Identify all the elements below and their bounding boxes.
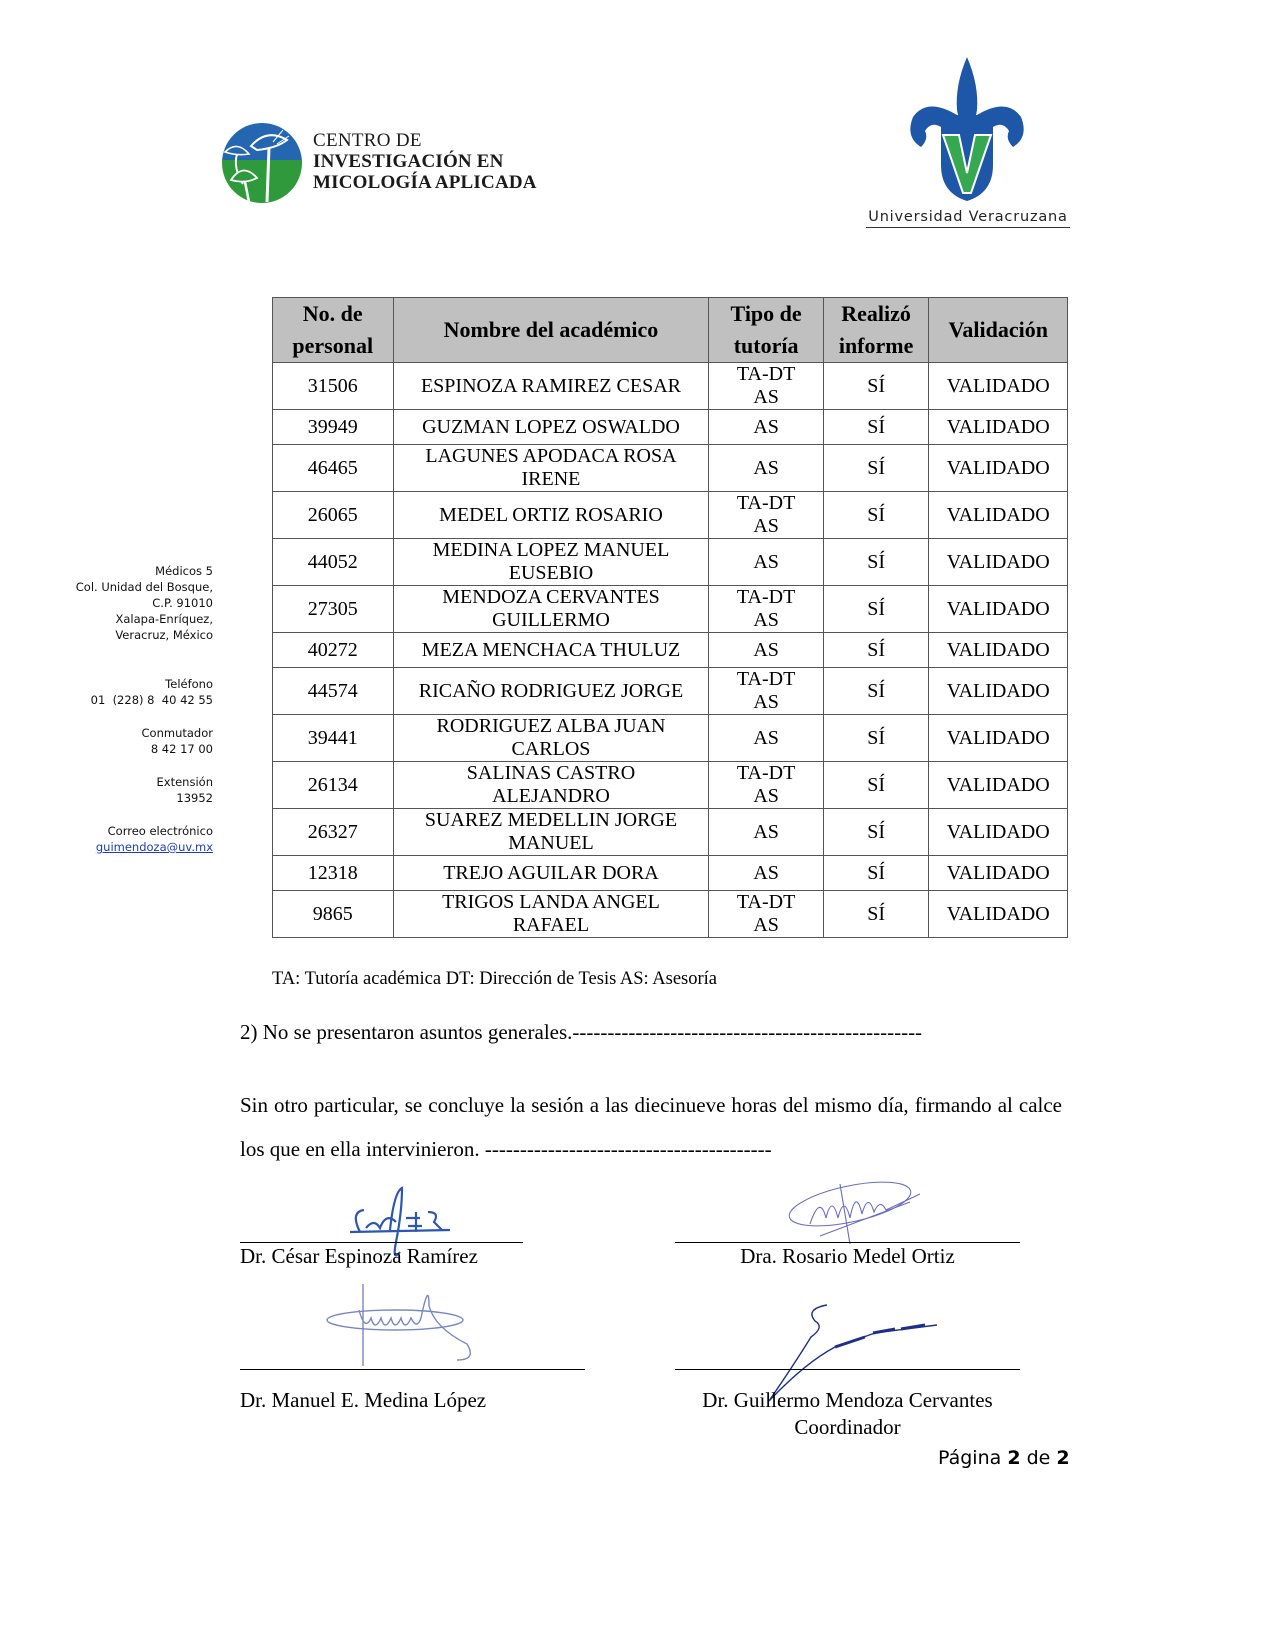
phone-block: [40, 676, 213, 708]
phone-value: 01 (228) 8 40 42 55: [90, 693, 213, 707]
cell-informe: SÍ: [823, 586, 929, 633]
signature-line: [240, 1242, 523, 1243]
cell-no-personal: 12318: [273, 856, 394, 891]
cima-line1: CENTRO DE: [313, 130, 422, 151]
switchboard-block: [40, 725, 213, 757]
signature-scribble-2: [780, 1174, 930, 1249]
cell-nombre: GUZMAN LOPEZ OSWALDO: [393, 410, 709, 445]
cima-line3: MICOLOGÍA APLICADA: [313, 172, 537, 193]
header-informe: Realizó informe: [823, 298, 929, 363]
cell-tipo: TA-DT AS: [709, 586, 823, 633]
table-row: [273, 586, 1068, 633]
cell-validacion: VALIDADO: [929, 586, 1068, 633]
cell-nombre: MEZA MENCHACA THULUZ: [393, 633, 709, 668]
cell-nombre: MENDOZA CERVANTES GUILLERMO: [393, 586, 709, 633]
extension-block: [40, 774, 213, 806]
table-row: [273, 410, 1068, 445]
table-row: [273, 809, 1068, 856]
cell-no-personal: 26134: [273, 762, 394, 809]
cell-informe: SÍ: [823, 762, 929, 809]
cell-no-personal: 44574: [273, 668, 394, 715]
extension-label: Extensión: [156, 775, 213, 789]
cell-validacion: VALIDADO: [929, 715, 1068, 762]
cell-validacion: VALIDADO: [929, 633, 1068, 668]
signature-line: [675, 1369, 1020, 1370]
cell-informe: SÍ: [823, 363, 929, 410]
cell-no-personal: 26065: [273, 492, 394, 539]
cima-logo: [221, 120, 551, 205]
cell-validacion: VALIDADO: [929, 445, 1068, 492]
cell-tipo: TA-DT AS: [709, 891, 823, 938]
cell-validacion: VALIDADO: [929, 891, 1068, 938]
cell-tipo: TA-DT AS: [709, 762, 823, 809]
fleur-de-lis-icon: [907, 55, 1027, 205]
cell-nombre: TREJO AGUILAR DORA: [393, 856, 709, 891]
switchboard-value: 8 42 17 00: [150, 742, 213, 756]
cell-validacion: VALIDADO: [929, 492, 1068, 539]
closing-paragraph: Sin otro particular, se concluye la sesión a las diecinueve horas del mismo día, firmando al calce los que en ella intervinieron. -----------------------------------------: [240, 1093, 1062, 1161]
cell-informe: SÍ: [823, 539, 929, 586]
page-sep: de: [1026, 1447, 1051, 1469]
cell-nombre: RICAÑO RODRIGUEZ JORGE: [393, 668, 709, 715]
address-line: Col. Unidad del Bosque,: [75, 580, 213, 594]
address-line: Xalapa-Enríquez,: [115, 612, 213, 626]
header-no-personal: No. de personal: [273, 298, 394, 363]
page-prefix: Página: [938, 1447, 1002, 1469]
cell-tipo: AS: [709, 410, 823, 445]
cell-tipo: AS: [709, 809, 823, 856]
cima-line2: INVESTIGACIÓN EN: [313, 151, 504, 172]
cell-no-personal: 40272: [273, 633, 394, 668]
cell-nombre: SUAREZ MEDELLIN JORGE MANUEL: [393, 809, 709, 856]
cell-validacion: VALIDADO: [929, 856, 1068, 891]
table-header-row: [273, 298, 1068, 363]
page-current: 2: [1007, 1447, 1021, 1469]
cell-no-personal: 46465: [273, 445, 394, 492]
cell-no-personal: 31506: [273, 363, 394, 410]
uv-name: Universidad Veracruzana: [866, 209, 1070, 228]
cell-tipo: AS: [709, 856, 823, 891]
cell-informe: SÍ: [823, 809, 929, 856]
cell-nombre: ESPINOZA RAMIREZ CESAR: [393, 363, 709, 410]
email-label: Correo electrónico: [107, 824, 213, 838]
table-row: [273, 762, 1068, 809]
cell-informe: SÍ: [823, 633, 929, 668]
table-row: [273, 715, 1068, 762]
cell-informe: SÍ: [823, 492, 929, 539]
table-row: [273, 891, 1068, 938]
signature-line: [240, 1369, 585, 1370]
table-row: [273, 445, 1068, 492]
switchboard-label: Conmutador: [141, 726, 213, 740]
table-legend: TA: Tutoría académica DT: Dirección de Tesis AS: Asesoría: [272, 969, 718, 989]
table-row: [273, 633, 1068, 668]
phone-label: Teléfono: [165, 677, 213, 691]
extension-value: 13952: [176, 791, 213, 805]
header-tipo: Tipo de tutoría: [709, 298, 823, 363]
signer-role: Coordinador: [794, 1415, 901, 1439]
address-line: Veracruz, México: [115, 628, 213, 642]
cell-validacion: VALIDADO: [929, 363, 1068, 410]
cell-no-personal: 26327: [273, 809, 394, 856]
cell-informe: SÍ: [823, 668, 929, 715]
cell-no-personal: 44052: [273, 539, 394, 586]
cell-tipo: TA-DT AS: [709, 363, 823, 410]
table-row: [273, 539, 1068, 586]
cell-nombre: SALINAS CASTRO ALEJANDRO: [393, 762, 709, 809]
cell-validacion: VALIDADO: [929, 809, 1068, 856]
cell-nombre: MEDINA LOPEZ MANUEL EUSEBIO: [393, 539, 709, 586]
cell-no-personal: 39441: [273, 715, 394, 762]
cell-no-personal: 39949: [273, 410, 394, 445]
signer-name: Dr. Guillermo Mendoza Cervantes: [702, 1388, 993, 1412]
cell-validacion: VALIDADO: [929, 539, 1068, 586]
cima-name: [313, 130, 537, 193]
cell-nombre: TRIGOS LANDA ANGEL RAFAEL: [393, 891, 709, 938]
cell-nombre: RODRIGUEZ ALBA JUAN CARLOS: [393, 715, 709, 762]
address-block: [40, 563, 213, 643]
cell-nombre: MEDEL ORTIZ ROSARIO: [393, 492, 709, 539]
cell-tipo: AS: [709, 445, 823, 492]
email-block: [40, 823, 213, 855]
signer-name: Dr. César Espinoza Ramírez: [240, 1244, 478, 1268]
table-row: [273, 363, 1068, 410]
table-row: [273, 492, 1068, 539]
uv-logo: [862, 55, 1072, 235]
signer-name: Dra. Rosario Medel Ortiz: [740, 1244, 955, 1268]
cell-informe: SÍ: [823, 410, 929, 445]
point-2-text: 2) No se presentaron asuntos generales.--------------------------------------------------: [240, 1020, 923, 1044]
header-nombre: Nombre del académico: [393, 298, 709, 363]
academics-table: [272, 297, 1068, 938]
signer-name: Dr. Manuel E. Medina López: [240, 1388, 487, 1412]
cell-validacion: VALIDADO: [929, 410, 1068, 445]
cell-validacion: VALIDADO: [929, 668, 1068, 715]
cell-informe: SÍ: [823, 891, 929, 938]
cell-tipo: TA-DT AS: [709, 492, 823, 539]
signature-line: [675, 1242, 1020, 1243]
contact-sidebar: [40, 563, 213, 872]
page-number: [938, 1447, 1070, 1469]
cell-no-personal: 27305: [273, 586, 394, 633]
signature-scribble-3: [325, 1280, 495, 1370]
header-validacion: Validación: [929, 298, 1068, 363]
email-link[interactable]: guimendoza@uv.mx: [95, 840, 213, 854]
mushroom-logo-icon: [221, 122, 303, 204]
address-line: C.P. 91010: [152, 596, 213, 610]
cell-tipo: AS: [709, 539, 823, 586]
cell-informe: SÍ: [823, 715, 929, 762]
cell-tipo: AS: [709, 715, 823, 762]
table-row: [273, 856, 1068, 891]
cell-nombre: LAGUNES APODACA ROSA IRENE: [393, 445, 709, 492]
cell-tipo: AS: [709, 633, 823, 668]
table-row: [273, 668, 1068, 715]
cell-informe: SÍ: [823, 856, 929, 891]
cell-no-personal: 9865: [273, 891, 394, 938]
page-total: 2: [1056, 1447, 1070, 1469]
cell-informe: SÍ: [823, 445, 929, 492]
address-line: Médicos 5: [155, 564, 213, 578]
cell-validacion: VALIDADO: [929, 762, 1068, 809]
cell-tipo: TA-DT AS: [709, 668, 823, 715]
